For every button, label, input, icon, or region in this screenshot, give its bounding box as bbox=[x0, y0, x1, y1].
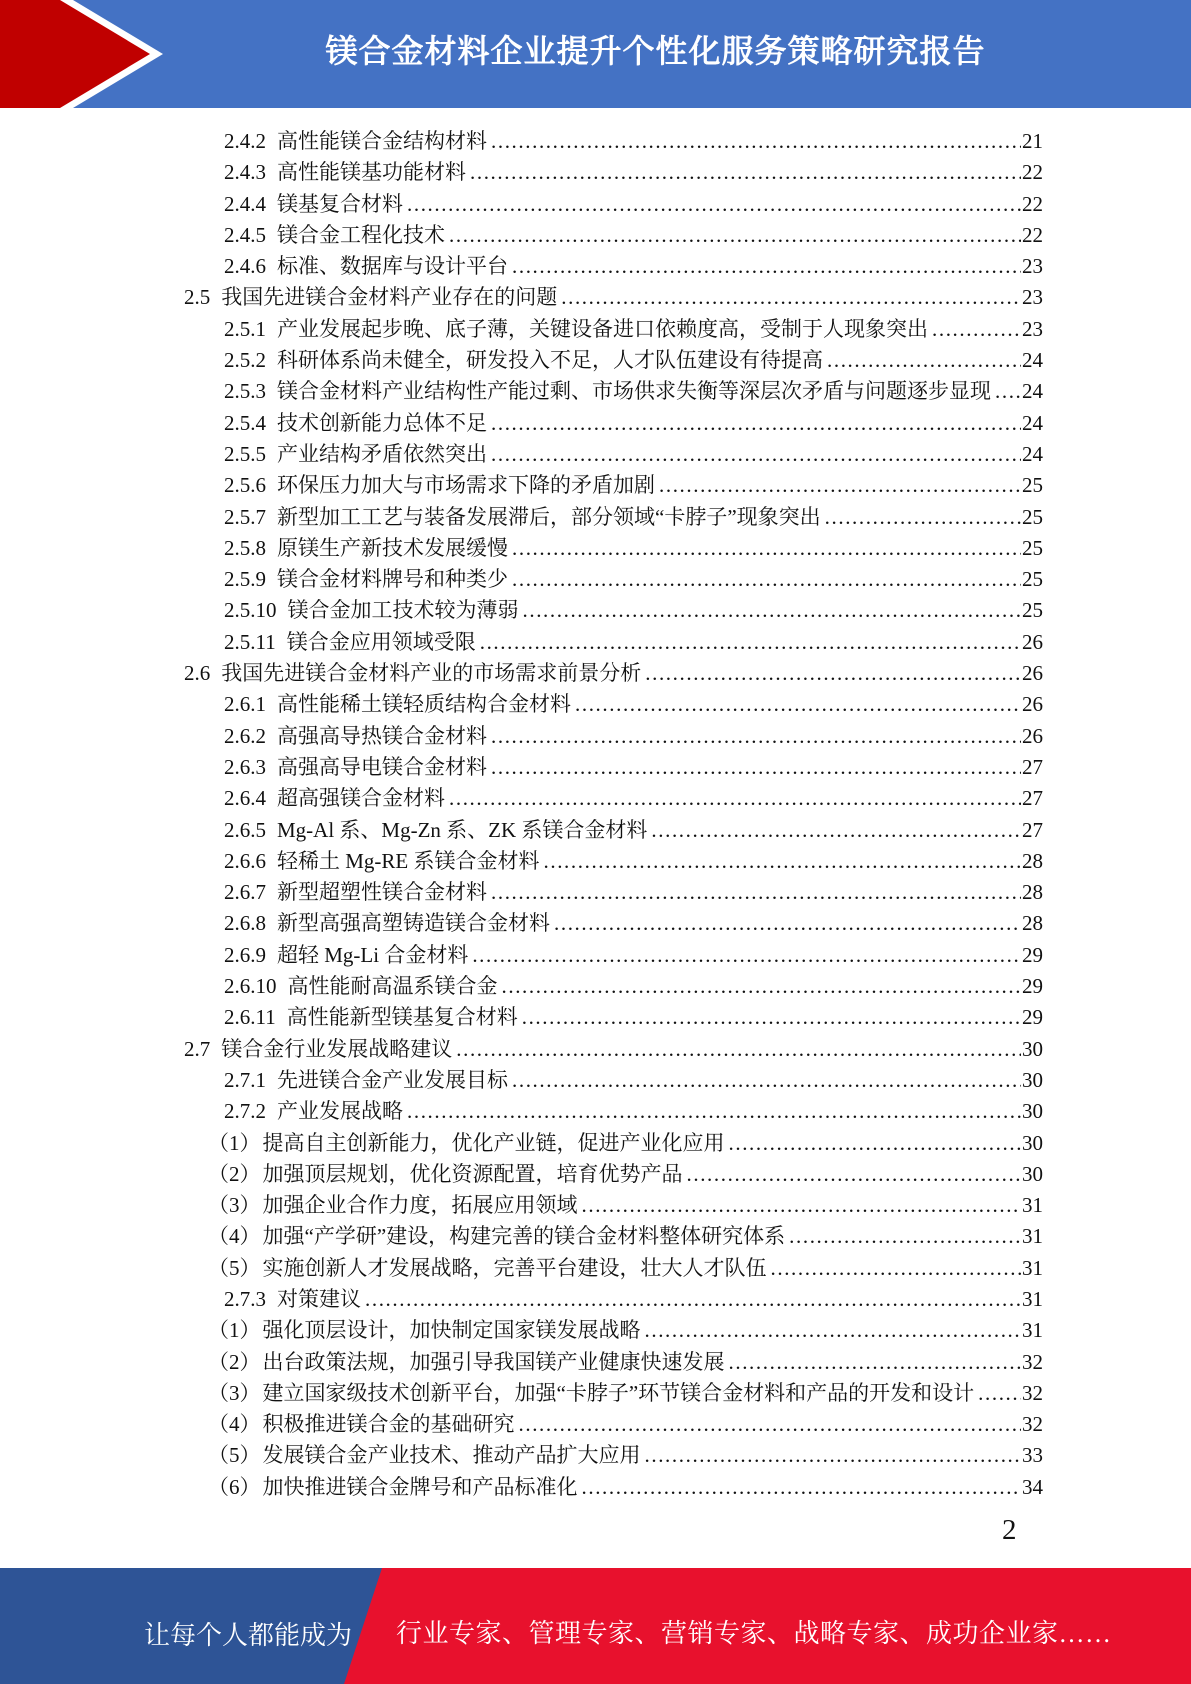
toc-entry-title: 超轻 Mg-Li 合金材料 bbox=[277, 942, 469, 967]
toc-entry-title: 出台政策法规，加强引导我国镁产业健康快速发展 bbox=[262, 1349, 725, 1374]
toc-entry-title: 新型加工工艺与装备发展滞后，部分领域“卡脖子”现象突出 bbox=[277, 504, 821, 529]
toc-entry[interactable] bbox=[150, 1253, 1043, 1284]
dot-leader bbox=[645, 1440, 1022, 1471]
toc-entry-page: 27 bbox=[1022, 786, 1043, 811]
dot-leader bbox=[789, 1221, 1021, 1252]
dot-leader bbox=[561, 282, 1021, 313]
toc-entry-number: 2.6.11 bbox=[224, 1005, 276, 1030]
toc-entry-title: 原镁生产新技术发展缓慢 bbox=[277, 535, 508, 560]
toc-entry-number: （6） bbox=[208, 1474, 261, 1499]
toc-entry-title: 标准、数据库与设计平台 bbox=[277, 254, 508, 279]
dot-leader bbox=[512, 564, 1021, 595]
toc-entry-number: 2.5.9 bbox=[224, 567, 266, 592]
toc-entry-title: 镁合金材料产业结构性产能过剩、市场供求失衡等深层次矛盾与问题逐步显现 bbox=[277, 379, 991, 404]
dot-leader bbox=[729, 1128, 1022, 1159]
toc-entry-page: 23 bbox=[1022, 285, 1043, 310]
toc-entry[interactable] bbox=[150, 595, 1043, 626]
toc-entry-page: 32 bbox=[1022, 1349, 1043, 1374]
toc-entry-page: 22 bbox=[1022, 222, 1043, 247]
toc-entry[interactable] bbox=[150, 1409, 1043, 1440]
toc-entry-number: 2.7.1 bbox=[224, 1067, 266, 1092]
toc-entry[interactable] bbox=[150, 908, 1043, 939]
toc-entry-page: 28 bbox=[1022, 911, 1043, 936]
toc-entry-number: 2.5.10 bbox=[224, 598, 277, 623]
toc-entry[interactable] bbox=[150, 689, 1043, 720]
toc-entry-title: 发展镁合金产业技术、推动产品扩大应用 bbox=[262, 1443, 641, 1468]
dot-leader bbox=[544, 846, 1022, 877]
toc-entry-title: 新型高强高塑铸造镁合金材料 bbox=[277, 911, 550, 936]
toc-entry-number: 2.6.4 bbox=[224, 786, 266, 811]
toc-entry[interactable] bbox=[150, 1347, 1043, 1378]
toc-entry-number: 2.6.10 bbox=[224, 974, 277, 999]
dot-leader bbox=[825, 502, 1021, 533]
toc-entry-page: 30 bbox=[1022, 1067, 1043, 1092]
toc-entry[interactable] bbox=[150, 439, 1043, 470]
toc-entry-title: 我国先进镁合金材料产业的市场需求前景分析 bbox=[221, 661, 642, 686]
toc-entry-page: 25 bbox=[1022, 567, 1043, 592]
toc-entry-title: 加强顶层规划，优化资源配置，培育优势产品 bbox=[262, 1161, 683, 1186]
toc-entry-title: 高性能镁基功能材料 bbox=[277, 160, 466, 185]
toc-entry-page: 31 bbox=[1022, 1255, 1043, 1280]
toc-entry-page: 30 bbox=[1022, 1130, 1043, 1155]
toc-entry-title: Mg-Al 系、Mg-Zn 系、ZK 系镁合金材料 bbox=[277, 817, 648, 842]
toc-entry-number: 2.7.2 bbox=[224, 1099, 266, 1124]
footer-slogan-right: 行业专家、管理专家、营销专家、战略专家、成功企业家…… bbox=[396, 1619, 1112, 1648]
footer-slogan-left: 让每个人都能成为 bbox=[144, 1621, 353, 1650]
dot-leader bbox=[995, 376, 1021, 407]
toc-entry-number: （1） bbox=[208, 1130, 261, 1155]
toc-entry-number: 2.5.1 bbox=[224, 316, 266, 341]
dot-leader bbox=[407, 1096, 1021, 1127]
toc-entry-page: 27 bbox=[1022, 754, 1043, 779]
dot-leader bbox=[491, 408, 1021, 439]
toc-entry-page: 31 bbox=[1022, 1286, 1043, 1311]
toc-entry[interactable] bbox=[150, 157, 1043, 188]
toc-entry-title: 轻稀土 Mg-RE 系镁合金材料 bbox=[277, 848, 540, 873]
toc-entry-number: 2.4.3 bbox=[224, 160, 266, 185]
toc-entry-page: 31 bbox=[1022, 1318, 1043, 1343]
toc-entry-title: 产业发展起步晚、底子薄，关键设备进口依赖度高，受制于人现象突出 bbox=[277, 316, 928, 341]
toc-entry-title: 加快推进镁合金牌号和产品标准化 bbox=[262, 1474, 578, 1499]
toc-entry-number: （2） bbox=[208, 1161, 261, 1186]
toc-entry-number: 2.5.8 bbox=[224, 535, 266, 560]
toc-entry-title: 加强企业合作力度，拓展应用领域 bbox=[262, 1193, 578, 1218]
toc-entry-page: 24 bbox=[1022, 441, 1043, 466]
toc-entry-page: 32 bbox=[1022, 1380, 1043, 1405]
toc-entry-number: 2.6.6 bbox=[224, 848, 266, 873]
toc-entry-page: 22 bbox=[1022, 160, 1043, 185]
toc-entry[interactable] bbox=[150, 1315, 1043, 1346]
toc-entry-number: 2.6.2 bbox=[224, 723, 266, 748]
toc-entry-number: 2.5.6 bbox=[224, 473, 266, 498]
toc-entry-page: 34 bbox=[1022, 1474, 1043, 1499]
page-number: 2 bbox=[1002, 1514, 1017, 1546]
toc-entry-number: 2.5.5 bbox=[224, 441, 266, 466]
dot-leader bbox=[491, 439, 1021, 470]
toc-entry-number: 2.4.5 bbox=[224, 222, 266, 247]
toc-entry-page: 33 bbox=[1022, 1443, 1043, 1468]
toc-entry-number: 2.5.11 bbox=[224, 629, 276, 654]
toc-entry-page: 32 bbox=[1022, 1412, 1043, 1437]
toc-entry-title: 高性能稀土镁轻质结构合金材料 bbox=[277, 692, 571, 717]
toc-entry-page: 24 bbox=[1022, 348, 1043, 373]
toc-entry-title: 镁合金工程化技术 bbox=[277, 222, 445, 247]
dot-leader bbox=[729, 1347, 1022, 1378]
toc-entry-number: （5） bbox=[208, 1443, 261, 1468]
toc-entry-number: （1） bbox=[208, 1318, 261, 1343]
toc-entry[interactable] bbox=[150, 1002, 1043, 1033]
toc-entry-title: 超高强镁合金材料 bbox=[277, 786, 445, 811]
dot-leader bbox=[449, 783, 1021, 814]
toc-entry-page: 25 bbox=[1022, 598, 1043, 623]
toc-entry-number: 2.6.7 bbox=[224, 880, 266, 905]
toc-entry-title: 技术创新能力总体不足 bbox=[277, 410, 487, 435]
toc-entry[interactable] bbox=[150, 721, 1043, 752]
dot-leader bbox=[519, 1409, 1022, 1440]
dot-leader bbox=[645, 1315, 1022, 1346]
toc-entry-title: 镁基复合材料 bbox=[277, 191, 403, 216]
dot-leader bbox=[456, 1034, 1021, 1065]
toc-entry-page: 29 bbox=[1022, 974, 1043, 999]
toc-entry-page: 30 bbox=[1022, 1036, 1043, 1061]
toc-entry-number: 2.6 bbox=[184, 661, 211, 686]
dot-leader bbox=[512, 251, 1021, 282]
dot-leader bbox=[582, 1472, 1022, 1503]
toc-entry-number: （2） bbox=[208, 1349, 261, 1374]
toc-entry-page: 23 bbox=[1022, 254, 1043, 279]
toc-entry-title: 高性能镁合金结构材料 bbox=[277, 129, 487, 153]
toc-entry-number: 2.5.3 bbox=[224, 379, 266, 404]
dot-leader bbox=[771, 1253, 1022, 1284]
toc-entry-number: 2.6.5 bbox=[224, 817, 266, 842]
toc-entry-number: 2.5.2 bbox=[224, 348, 266, 373]
toc-entry-number: 2.5 bbox=[184, 285, 211, 310]
toc-entry-title: 镁合金材料牌号和种类少 bbox=[277, 567, 508, 592]
dot-leader bbox=[491, 877, 1021, 908]
toc-entry-page: 26 bbox=[1022, 661, 1043, 686]
toc-entry-title: 积极推进镁合金的基础研究 bbox=[262, 1412, 515, 1437]
toc-entry-number: （5） bbox=[208, 1255, 261, 1280]
toc-entry-number: 2.6.3 bbox=[224, 754, 266, 779]
toc-entry-title: 先进镁合金产业发展目标 bbox=[277, 1067, 508, 1092]
toc-entry[interactable] bbox=[150, 752, 1043, 783]
toc-entry-page: 25 bbox=[1022, 504, 1043, 529]
toc-entry-title: 科研体系尚未健全，研发投入不足，人才队伍建设有待提高 bbox=[277, 348, 823, 373]
toc-entry-title: 建立国家级技术创新平台，加强“卡脖子”环节镁合金材料和产品的开发和设计 bbox=[262, 1380, 975, 1405]
toc-entry-title: 我国先进镁合金材料产业存在的问题 bbox=[221, 285, 558, 310]
toc-entry[interactable] bbox=[150, 1065, 1043, 1096]
toc-entry-page: 29 bbox=[1022, 1005, 1043, 1030]
toc-entry-number: 2.6.1 bbox=[224, 692, 266, 717]
toc-entry-title: 环保压力加大与市场需求下降的矛盾加剧 bbox=[277, 473, 655, 498]
toc-entry-title: 镁合金行业发展战略建议 bbox=[221, 1036, 453, 1061]
toc-entry-page: 23 bbox=[1022, 316, 1043, 341]
toc-entry-page: 31 bbox=[1022, 1193, 1043, 1218]
toc-entry[interactable] bbox=[150, 1378, 1043, 1409]
dot-leader bbox=[491, 721, 1021, 752]
dot-leader bbox=[407, 189, 1021, 220]
toc-entry[interactable] bbox=[150, 533, 1043, 564]
toc-entry[interactable] bbox=[150, 251, 1043, 282]
toc-entry[interactable] bbox=[150, 564, 1043, 595]
dot-leader bbox=[651, 815, 1021, 846]
toc-entry-number: 2.6.8 bbox=[224, 911, 266, 936]
header-band bbox=[0, 0, 1191, 108]
toc-entry-number: 2.4.4 bbox=[224, 191, 266, 216]
toc-entry-page: 29 bbox=[1022, 942, 1043, 967]
toc-entry-page: 26 bbox=[1022, 692, 1043, 717]
toc-entry[interactable] bbox=[150, 1128, 1043, 1159]
dot-leader bbox=[470, 157, 1021, 188]
dot-leader bbox=[522, 1002, 1021, 1033]
dot-leader bbox=[978, 1378, 1021, 1409]
toc-entry-title: 镁合金应用领域受限 bbox=[286, 629, 476, 654]
toc-entry-number: （4） bbox=[208, 1224, 261, 1249]
dot-leader bbox=[687, 1159, 1022, 1190]
toc-entry[interactable] bbox=[150, 220, 1043, 251]
toc-entry-page: 24 bbox=[1022, 379, 1043, 404]
toc-entry-title: 产业发展战略 bbox=[277, 1099, 403, 1124]
toc-entry-title: 高性能耐高温系镁合金 bbox=[287, 974, 498, 999]
toc-entry[interactable] bbox=[150, 1096, 1043, 1127]
toc-entry[interactable] bbox=[150, 1159, 1043, 1190]
toc-entry-page: 27 bbox=[1022, 817, 1043, 842]
dot-leader bbox=[645, 658, 1021, 689]
toc-entry[interactable] bbox=[150, 815, 1043, 846]
dot-leader bbox=[449, 220, 1021, 251]
dot-leader bbox=[491, 752, 1021, 783]
arrow-fill bbox=[0, 0, 150, 108]
toc-entry[interactable] bbox=[150, 971, 1043, 1002]
dot-leader bbox=[827, 345, 1021, 376]
red-chevron-arrow-icon bbox=[0, 0, 170, 108]
toc-entry[interactable] bbox=[150, 282, 1043, 313]
toc-entry-title: 新型超塑性镁合金材料 bbox=[277, 880, 487, 905]
toc-entry-title: 高强高导热镁合金材料 bbox=[277, 723, 487, 748]
toc-entry-title: 产业结构矛盾依然突出 bbox=[277, 441, 487, 466]
toc-entry-title: 镁合金加工技术较为薄弱 bbox=[287, 598, 519, 623]
toc-entry[interactable] bbox=[150, 408, 1043, 439]
toc-entry[interactable] bbox=[150, 126, 1043, 157]
toc-entry[interactable] bbox=[150, 877, 1043, 908]
toc-entry[interactable] bbox=[150, 502, 1043, 533]
toc-entry[interactable] bbox=[150, 940, 1043, 971]
toc-entry[interactable] bbox=[150, 1190, 1043, 1221]
toc-entry-number: 2.4.6 bbox=[224, 254, 266, 279]
toc-entry[interactable] bbox=[150, 314, 1043, 345]
dot-leader bbox=[554, 908, 1021, 939]
toc-entry-page: 28 bbox=[1022, 848, 1043, 873]
toc-entry-number: （3） bbox=[208, 1193, 261, 1218]
toc-entry-page: 30 bbox=[1022, 1099, 1043, 1124]
dot-leader bbox=[365, 1284, 1021, 1315]
toc-entry[interactable] bbox=[150, 1472, 1043, 1503]
toc-entry-title: 高性能新型镁基复合材料 bbox=[286, 1005, 518, 1030]
toc-entry-title: 提高自主创新能力，优化产业链，促进产业化应用 bbox=[262, 1130, 725, 1155]
dot-leader bbox=[480, 627, 1021, 658]
dot-leader bbox=[659, 470, 1021, 501]
toc-entry-number: 2.7.3 bbox=[224, 1286, 266, 1311]
toc-entry[interactable] bbox=[150, 627, 1043, 658]
dot-leader bbox=[932, 314, 1021, 345]
report-title: 镁合金材料企业提升个性化服务策略研究报告 bbox=[325, 33, 986, 69]
toc-entry-page: 30 bbox=[1022, 1161, 1043, 1186]
table-of-contents bbox=[150, 126, 1043, 1503]
toc-entry-title: 强化顶层设计，加快制定国家镁发展战略 bbox=[262, 1318, 641, 1343]
dot-leader bbox=[491, 126, 1021, 157]
toc-entry-page: 31 bbox=[1022, 1224, 1043, 1249]
footer-band bbox=[0, 1568, 1191, 1684]
toc-entry-page: 25 bbox=[1022, 473, 1043, 498]
toc-entry[interactable] bbox=[150, 1440, 1043, 1471]
toc-entry-page: 28 bbox=[1022, 880, 1043, 905]
toc-entry[interactable] bbox=[150, 376, 1043, 407]
dot-leader bbox=[512, 1065, 1021, 1096]
toc-entry[interactable] bbox=[150, 1221, 1043, 1252]
toc-entry[interactable] bbox=[150, 658, 1043, 689]
toc-entry-page: 24 bbox=[1022, 410, 1043, 435]
dot-leader bbox=[575, 689, 1021, 720]
toc-entry[interactable] bbox=[150, 1034, 1043, 1065]
toc-entry-page: 22 bbox=[1022, 191, 1043, 216]
toc-entry-number: 2.5.4 bbox=[224, 410, 266, 435]
toc-entry[interactable] bbox=[150, 846, 1043, 877]
dot-leader bbox=[502, 971, 1022, 1002]
toc-entry-number: 2.4.2 bbox=[224, 129, 266, 153]
toc-entry-title: 实施创新人才发展战略，完善平台建设，壮大人才队伍 bbox=[262, 1255, 767, 1280]
toc-entry-number: （4） bbox=[208, 1412, 261, 1437]
toc-entry[interactable] bbox=[150, 783, 1043, 814]
toc-entry-title: 高强高导电镁合金材料 bbox=[277, 754, 487, 779]
toc-entry-page: 26 bbox=[1022, 629, 1043, 654]
dot-leader bbox=[582, 1190, 1022, 1221]
dot-leader bbox=[512, 533, 1021, 564]
toc-entry-page: 25 bbox=[1022, 535, 1043, 560]
toc-entry-number: 2.6.9 bbox=[224, 942, 266, 967]
dot-leader bbox=[472, 940, 1021, 971]
toc-entry-number: （3） bbox=[208, 1380, 261, 1405]
toc-entry[interactable] bbox=[150, 470, 1043, 501]
dot-leader bbox=[523, 595, 1022, 626]
toc-entry-page: 26 bbox=[1022, 723, 1043, 748]
toc-entry-number: 2.5.7 bbox=[224, 504, 266, 529]
toc-entry-title: 对策建议 bbox=[277, 1286, 361, 1311]
toc-entry[interactable] bbox=[150, 345, 1043, 376]
toc-entry[interactable] bbox=[150, 1284, 1043, 1315]
toc-entry[interactable] bbox=[150, 189, 1043, 220]
toc-entry-page: 21 bbox=[1022, 129, 1043, 153]
toc-entry-number: 2.7 bbox=[184, 1036, 211, 1061]
toc-entry-title: 加强“产学研”建设，构建完善的镁合金材料整体研究体系 bbox=[262, 1224, 786, 1249]
